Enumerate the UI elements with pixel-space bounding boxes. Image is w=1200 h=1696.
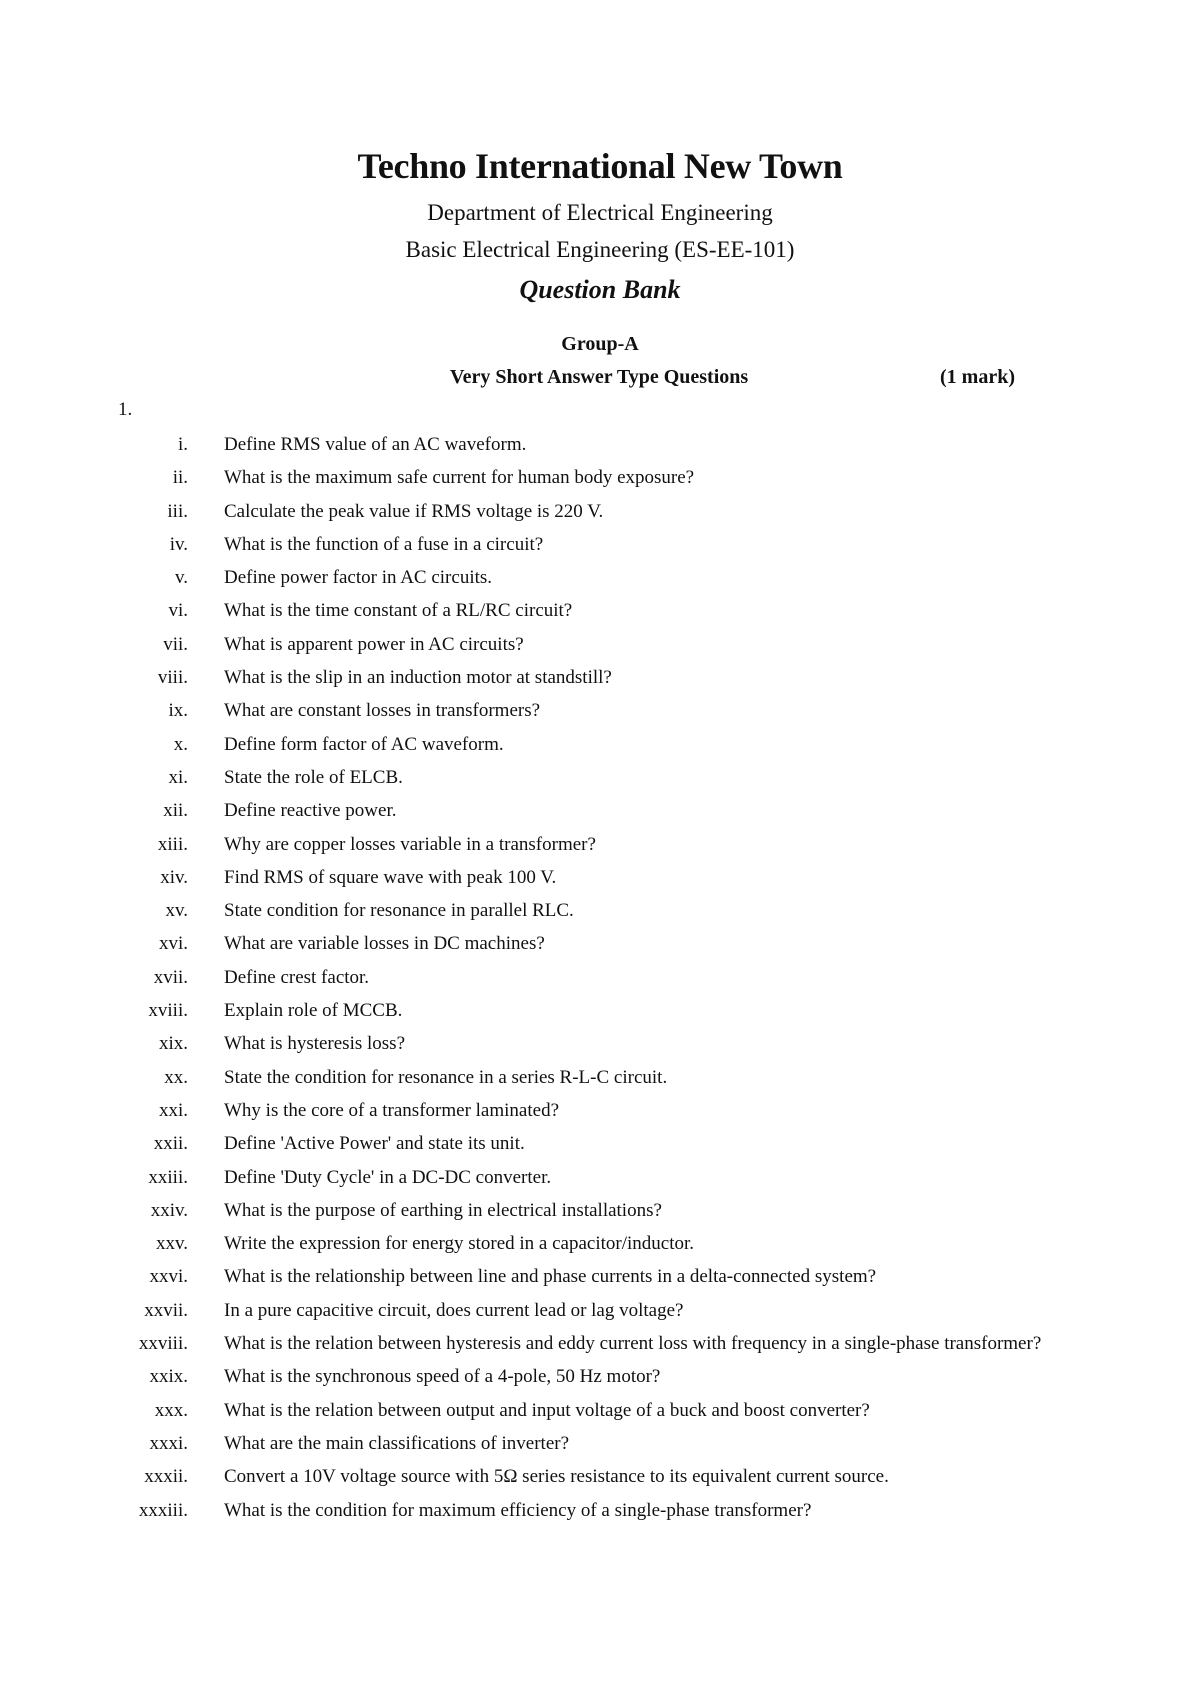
question-item xyxy=(0,1327,1200,1360)
question-text: Find RMS of square wave with peak 100 V. xyxy=(224,866,557,888)
question-numeral: xi. xyxy=(168,766,188,788)
question-item xyxy=(0,561,1200,594)
question-numeral: xxiv. xyxy=(150,1199,188,1221)
question-numeral: xxvi. xyxy=(149,1266,188,1288)
question-item xyxy=(0,828,1200,861)
question-numeral: xxxi. xyxy=(149,1432,188,1454)
department-name: Department of Electrical Engineering xyxy=(427,200,773,225)
question-item xyxy=(0,428,1200,461)
question-text: What is the relation between hysteresis and eddy current loss with frequency in a single-phase transformer? xyxy=(224,1333,1042,1355)
question-numeral: ix. xyxy=(168,700,188,722)
question-numeral: xv. xyxy=(165,900,188,922)
question-list xyxy=(0,428,1200,1527)
question-text: Define 'Active Power' and state its unit. xyxy=(224,1133,525,1155)
question-text: What are variable losses in DC machines? xyxy=(224,933,545,955)
question-text: Define 'Duty Cycle' in a DC-DC converter. xyxy=(224,1166,552,1188)
question-item xyxy=(0,1494,1200,1527)
course-name: Basic Electrical Engineering (ES-EE-101) xyxy=(405,237,795,262)
question-item xyxy=(0,694,1200,727)
question-numeral: v. xyxy=(174,567,188,589)
question-item xyxy=(0,927,1200,960)
question-item xyxy=(0,1227,1200,1260)
institution-name: Techno International New Town xyxy=(357,146,843,186)
question-numeral: xxxiii. xyxy=(138,1499,188,1521)
question-numeral: xxiii. xyxy=(148,1166,188,1188)
question-numeral: xii. xyxy=(163,800,188,822)
question-numeral: ii. xyxy=(172,467,188,489)
question-item xyxy=(0,1294,1200,1327)
question-item xyxy=(0,628,1200,661)
question-item xyxy=(0,495,1200,528)
question-numeral: vii. xyxy=(163,633,188,655)
question-item xyxy=(0,1161,1200,1194)
question-text: What is the synchronous speed of a 4-pole, 50 Hz motor? xyxy=(224,1366,661,1388)
question-item xyxy=(0,1360,1200,1393)
question-text: What is the function of a fuse in a circuit? xyxy=(224,533,544,555)
question-text: What is the maximum safe current for human body exposure? xyxy=(224,467,695,489)
question-text: In a pure capacitive circuit, does current lead or lag voltage? xyxy=(224,1299,684,1321)
question-item xyxy=(0,1127,1200,1160)
question-numeral: iv. xyxy=(169,533,188,555)
question-item xyxy=(0,1394,1200,1427)
question-text: Convert a 10V voltage source with 5Ω series resistance to its equivalent current source. xyxy=(224,1466,889,1488)
question-numeral: vi. xyxy=(168,600,188,622)
section-type-heading: Very Short Answer Type Questions xyxy=(450,366,749,388)
question-text: What is the condition for maximum efficiency of a single-phase transformer? xyxy=(224,1499,812,1521)
question-numeral: xxx. xyxy=(154,1399,188,1421)
question-numeral: xvii. xyxy=(153,966,188,988)
question-numeral: x. xyxy=(173,733,188,755)
question-text: Define crest factor. xyxy=(224,966,370,988)
question-text: Explain role of MCCB. xyxy=(224,1000,403,1022)
question-numeral: xxi. xyxy=(158,1099,188,1121)
question-item xyxy=(0,594,1200,627)
question-numeral: xxvii. xyxy=(144,1299,188,1321)
question-item xyxy=(0,461,1200,494)
question-numeral: xviii. xyxy=(148,1000,188,1022)
question-numeral: xvi. xyxy=(158,933,188,955)
question-item xyxy=(0,994,1200,1027)
question-item xyxy=(0,961,1200,994)
question-text: What are constant losses in transformers? xyxy=(224,700,541,722)
question-text: What are the main classifications of inverter? xyxy=(224,1432,570,1454)
question-number: 1. xyxy=(118,399,133,420)
group-heading: Group-A xyxy=(561,333,639,355)
question-item xyxy=(0,794,1200,827)
question-text: What is the time constant of a RL/RC circuit? xyxy=(224,600,573,622)
question-item xyxy=(0,528,1200,561)
question-item xyxy=(0,728,1200,761)
question-text: Define reactive power. xyxy=(224,800,397,822)
question-text: Why is the core of a transformer laminated? xyxy=(224,1099,559,1121)
question-numeral: xxviii. xyxy=(138,1333,188,1355)
question-numeral: xx. xyxy=(164,1066,188,1088)
question-item xyxy=(0,661,1200,694)
question-numeral: xxv. xyxy=(155,1233,188,1255)
question-numeral: iii. xyxy=(167,500,188,522)
question-text: State the condition for resonance in a series R-L-C circuit. xyxy=(224,1066,668,1088)
question-item xyxy=(0,1094,1200,1127)
question-item xyxy=(0,861,1200,894)
question-item xyxy=(0,1460,1200,1493)
question-text: Why are copper losses variable in a transformer? xyxy=(224,833,596,855)
question-text: What is apparent power in AC circuits? xyxy=(224,633,524,655)
question-text: Define RMS value of an AC waveform. xyxy=(224,434,527,455)
question-item xyxy=(0,894,1200,927)
question-text: Define power factor in AC circuits. xyxy=(224,567,493,589)
question-numeral: i. xyxy=(177,434,188,455)
question-text: State condition for resonance in parallel RLC. xyxy=(224,900,574,922)
question-item xyxy=(0,1027,1200,1060)
question-text: What is the purpose of earthing in electrical installations? xyxy=(224,1199,662,1221)
question-text: What is hysteresis loss? xyxy=(224,1033,406,1055)
question-numeral: xix. xyxy=(158,1033,188,1055)
question-text: What is the slip in an induction motor at standstill? xyxy=(224,667,612,689)
question-item xyxy=(0,1194,1200,1227)
question-numeral: xxxii. xyxy=(144,1466,188,1488)
question-numeral: xiii. xyxy=(157,833,188,855)
question-item xyxy=(0,1427,1200,1460)
question-text: State the role of ELCB. xyxy=(224,766,403,788)
question-numeral: xxii. xyxy=(153,1133,188,1155)
question-item xyxy=(0,761,1200,794)
question-numeral: xiv. xyxy=(160,866,188,888)
question-item xyxy=(0,1260,1200,1293)
question-numeral: xxix. xyxy=(149,1366,188,1388)
question-text: What is the relationship between line and phase currents in a delta-connected system? xyxy=(224,1266,877,1288)
question-text: Define form factor of AC waveform. xyxy=(224,733,504,755)
question-numeral: viii. xyxy=(157,667,188,689)
question-text: Calculate the peak value if RMS voltage is 220 V. xyxy=(224,500,604,522)
marks-label: (1 mark) xyxy=(940,366,1015,388)
question-text: Write the expression for energy stored in a capacitor/inductor. xyxy=(224,1233,695,1255)
question-item xyxy=(0,1061,1200,1094)
document-title: Question Bank xyxy=(519,275,681,304)
question-text: What is the relation between output and input voltage of a buck and boost converter? xyxy=(224,1399,870,1421)
